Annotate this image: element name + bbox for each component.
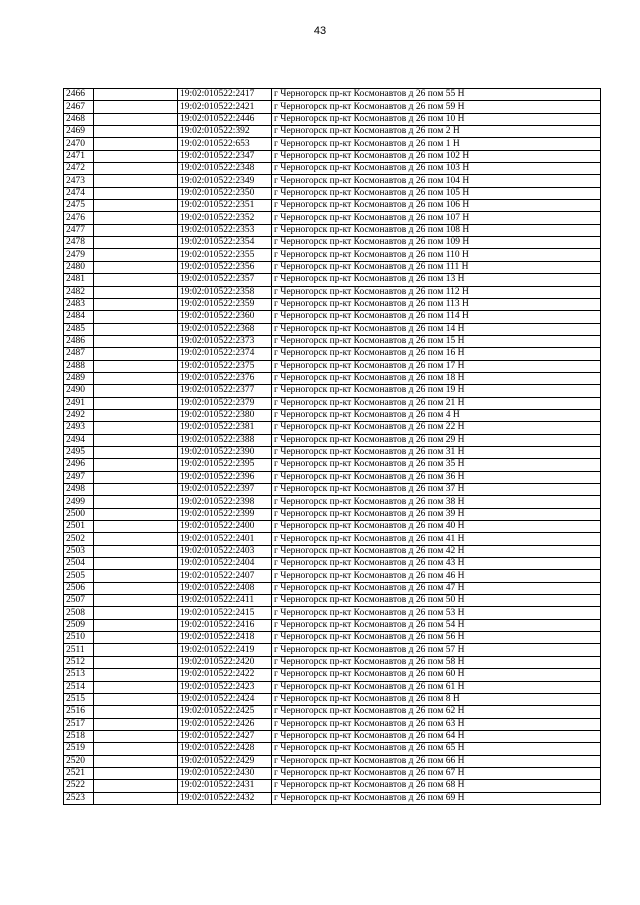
table-row <box>64 595 601 607</box>
row-number-cell: 2513 <box>64 669 94 681</box>
table-row <box>64 446 601 458</box>
property-table-body <box>64 89 601 805</box>
table-row <box>64 224 601 236</box>
address-cell: г Черногорск пр-кт Космонавтов д 26 пом 58 Н <box>272 656 601 668</box>
blank-cell <box>94 126 178 138</box>
blank-cell <box>94 274 178 286</box>
cadastral-number-cell: 19:02:010522:392 <box>178 126 272 138</box>
blank-cell <box>94 644 178 656</box>
cadastral-number-cell: 19:02:010522:2404 <box>178 558 272 570</box>
blank-cell <box>94 409 178 421</box>
table-row <box>64 780 601 792</box>
blank-cell <box>94 360 178 372</box>
blank-cell <box>94 298 178 310</box>
row-number-cell: 2520 <box>64 755 94 767</box>
address-cell: г Черногорск пр-кт Космонавтов д 26 пом 39 Н <box>272 508 601 520</box>
blank-cell <box>94 422 178 434</box>
row-number-cell: 2494 <box>64 434 94 446</box>
cadastral-number-cell: 19:02:010522:2390 <box>178 446 272 458</box>
address-cell: г Черногорск пр-кт Космонавтов д 26 пом 54 Н <box>272 619 601 631</box>
blank-cell <box>94 163 178 175</box>
address-cell: г Черногорск пр-кт Космонавтов д 26 пом 112 Н <box>272 286 601 298</box>
cadastral-number-cell: 19:02:010522:2425 <box>178 706 272 718</box>
blank-cell <box>94 558 178 570</box>
cadastral-number-cell: 19:02:010522:2351 <box>178 200 272 212</box>
row-number-cell: 2474 <box>64 187 94 199</box>
address-cell: г Черногорск пр-кт Космонавтов д 26 пом 15 Н <box>272 335 601 347</box>
cadastral-number-cell: 19:02:010522:2416 <box>178 619 272 631</box>
address-cell: г Черногорск пр-кт Космонавтов д 26 пом 13 Н <box>272 274 601 286</box>
blank-cell <box>94 755 178 767</box>
address-cell: г Черногорск пр-кт Космонавтов д 26 пом 102 Н <box>272 150 601 162</box>
cadastral-number-cell: 19:02:010522:2403 <box>178 545 272 557</box>
blank-cell <box>94 335 178 347</box>
address-cell: г Черногорск пр-кт Космонавтов д 26 пом 60 Н <box>272 669 601 681</box>
row-number-cell: 2488 <box>64 360 94 372</box>
table-row <box>64 360 601 372</box>
row-number-cell: 2487 <box>64 348 94 360</box>
address-cell: г Черногорск пр-кт Космонавтов д 26 пом 53 Н <box>272 607 601 619</box>
blank-cell <box>94 372 178 384</box>
cadastral-number-cell: 19:02:010522:2420 <box>178 656 272 668</box>
blank-cell <box>94 632 178 644</box>
cadastral-number-cell: 19:02:010522:2432 <box>178 792 272 804</box>
table-row <box>64 298 601 310</box>
table-row <box>64 249 601 261</box>
cadastral-number-cell: 19:02:010522:2381 <box>178 422 272 434</box>
blank-cell <box>94 348 178 360</box>
row-number-cell: 2515 <box>64 693 94 705</box>
address-cell: г Черногорск пр-кт Космонавтов д 26 пом 42 Н <box>272 545 601 557</box>
cadastral-number-cell: 19:02:010522:2354 <box>178 237 272 249</box>
table-row <box>64 212 601 224</box>
row-number-cell: 2500 <box>64 508 94 520</box>
row-number-cell: 2475 <box>64 200 94 212</box>
row-number-cell: 2509 <box>64 619 94 631</box>
table-row <box>64 681 601 693</box>
table-row <box>64 113 601 125</box>
cadastral-number-cell: 19:02:010522:2415 <box>178 607 272 619</box>
address-cell: г Черногорск пр-кт Космонавтов д 26 пом 67 Н <box>272 767 601 779</box>
table-row <box>64 286 601 298</box>
row-number-cell: 2518 <box>64 730 94 742</box>
row-number-cell: 2507 <box>64 595 94 607</box>
address-cell: г Черногорск пр-кт Космонавтов д 26 пом 104 Н <box>272 175 601 187</box>
cadastral-number-cell: 19:02:010522:2422 <box>178 669 272 681</box>
address-cell: г Черногорск пр-кт Космонавтов д 26 пом 59 Н <box>272 101 601 113</box>
cadastral-number-cell: 19:02:010522:2411 <box>178 595 272 607</box>
table-row <box>64 718 601 730</box>
blank-cell <box>94 595 178 607</box>
blank-cell <box>94 200 178 212</box>
cadastral-number-cell: 19:02:010522:2350 <box>178 187 272 199</box>
blank-cell <box>94 533 178 545</box>
cadastral-number-cell: 19:02:010522:2428 <box>178 743 272 755</box>
blank-cell <box>94 286 178 298</box>
cadastral-number-cell: 19:02:010522:653 <box>178 138 272 150</box>
blank-cell <box>94 113 178 125</box>
address-cell: г Черногорск пр-кт Космонавтов д 26 пом 31 Н <box>272 446 601 458</box>
row-number-cell: 2499 <box>64 496 94 508</box>
address-cell: г Черногорск пр-кт Космонавтов д 26 пом 50 Н <box>272 595 601 607</box>
table-row <box>64 274 601 286</box>
blank-cell <box>94 138 178 150</box>
row-number-cell: 2505 <box>64 570 94 582</box>
row-number-cell: 2478 <box>64 237 94 249</box>
address-cell: г Черногорск пр-кт Космонавтов д 26 пом 36 Н <box>272 471 601 483</box>
table-row <box>64 607 601 619</box>
blank-cell <box>94 607 178 619</box>
address-cell: г Черногорск пр-кт Космонавтов д 26 пом 61 Н <box>272 681 601 693</box>
blank-cell <box>94 101 178 113</box>
table-row <box>64 755 601 767</box>
address-cell: г Черногорск пр-кт Космонавтов д 26 пом 64 Н <box>272 730 601 742</box>
row-number-cell: 2517 <box>64 718 94 730</box>
blank-cell <box>94 323 178 335</box>
address-cell: г Черногорск пр-кт Космонавтов д 26 пом 4 Н <box>272 409 601 421</box>
blank-cell <box>94 619 178 631</box>
blank-cell <box>94 669 178 681</box>
row-number-cell: 2493 <box>64 422 94 434</box>
cadastral-number-cell: 19:02:010522:2368 <box>178 323 272 335</box>
row-number-cell: 2522 <box>64 780 94 792</box>
address-cell: г Черногорск пр-кт Космонавтов д 26 пом 56 Н <box>272 632 601 644</box>
row-number-cell: 2482 <box>64 286 94 298</box>
address-cell: г Черногорск пр-кт Космонавтов д 26 пом 103 Н <box>272 163 601 175</box>
cadastral-number-cell: 19:02:010522:2358 <box>178 286 272 298</box>
row-number-cell: 2477 <box>64 224 94 236</box>
blank-cell <box>94 780 178 792</box>
table-row <box>64 767 601 779</box>
blank-cell <box>94 89 178 101</box>
row-number-cell: 2481 <box>64 274 94 286</box>
blank-cell <box>94 521 178 533</box>
table-row <box>64 533 601 545</box>
address-cell: г Черногорск пр-кт Космонавтов д 26 пом 62 Н <box>272 706 601 718</box>
cadastral-number-cell: 19:02:010522:2388 <box>178 434 272 446</box>
address-cell: г Черногорск пр-кт Космонавтов д 26 пом 110 Н <box>272 249 601 261</box>
table-row <box>64 237 601 249</box>
row-number-cell: 2489 <box>64 372 94 384</box>
row-number-cell: 2503 <box>64 545 94 557</box>
address-cell: г Черногорск пр-кт Космонавтов д 26 пом 29 Н <box>272 434 601 446</box>
blank-cell <box>94 582 178 594</box>
row-number-cell: 2512 <box>64 656 94 668</box>
address-cell: г Черногорск пр-кт Космонавтов д 26 пом 38 Н <box>272 496 601 508</box>
cadastral-number-cell: 19:02:010522:2430 <box>178 767 272 779</box>
cadastral-number-cell: 19:02:010522:2360 <box>178 311 272 323</box>
row-number-cell: 2501 <box>64 521 94 533</box>
blank-cell <box>94 496 178 508</box>
row-number-cell: 2473 <box>64 175 94 187</box>
cadastral-number-cell: 19:02:010522:2429 <box>178 755 272 767</box>
blank-cell <box>94 224 178 236</box>
blank-cell <box>94 385 178 397</box>
cadastral-number-cell: 19:02:010522:2376 <box>178 372 272 384</box>
table-row <box>64 89 601 101</box>
table-row <box>64 200 601 212</box>
table-row <box>64 706 601 718</box>
cadastral-number-cell: 19:02:010522:2396 <box>178 471 272 483</box>
cadastral-number-cell: 19:02:010522:2424 <box>178 693 272 705</box>
row-number-cell: 2492 <box>64 409 94 421</box>
row-number-cell: 2469 <box>64 126 94 138</box>
table-row <box>64 163 601 175</box>
table-row <box>64 138 601 150</box>
blank-cell <box>94 459 178 471</box>
blank-cell <box>94 212 178 224</box>
cadastral-number-cell: 19:02:010522:2373 <box>178 335 272 347</box>
table-row <box>64 471 601 483</box>
cadastral-number-cell: 19:02:010522:2377 <box>178 385 272 397</box>
row-number-cell: 2480 <box>64 261 94 273</box>
row-number-cell: 2506 <box>64 582 94 594</box>
cadastral-number-cell: 19:02:010522:2379 <box>178 397 272 409</box>
cadastral-number-cell: 19:02:010522:2417 <box>178 89 272 101</box>
blank-cell <box>94 656 178 668</box>
cadastral-number-cell: 19:02:010522:2380 <box>178 409 272 421</box>
table-row <box>64 693 601 705</box>
table-row <box>64 792 601 804</box>
table-row <box>64 397 601 409</box>
table-row <box>64 422 601 434</box>
address-cell: г Черногорск пр-кт Космонавтов д 26 пом 109 Н <box>272 237 601 249</box>
row-number-cell: 2498 <box>64 484 94 496</box>
row-number-cell: 2502 <box>64 533 94 545</box>
address-cell: г Черногорск пр-кт Космонавтов д 26 пом 111 Н <box>272 261 601 273</box>
address-cell: г Черногорск пр-кт Космонавтов д 26 пом 46 Н <box>272 570 601 582</box>
blank-cell <box>94 446 178 458</box>
table-row <box>64 619 601 631</box>
table-row <box>64 372 601 384</box>
table-row <box>64 261 601 273</box>
blank-cell <box>94 471 178 483</box>
row-number-cell: 2479 <box>64 249 94 261</box>
table-row <box>64 496 601 508</box>
blank-cell <box>94 311 178 323</box>
table-row <box>64 570 601 582</box>
cadastral-number-cell: 19:02:010522:2356 <box>178 261 272 273</box>
address-cell: г Черногорск пр-кт Космонавтов д 26 пом 41 Н <box>272 533 601 545</box>
cadastral-number-cell: 19:02:010522:2399 <box>178 508 272 520</box>
blank-cell <box>94 743 178 755</box>
cadastral-number-cell: 19:02:010522:2418 <box>178 632 272 644</box>
address-cell: г Черногорск пр-кт Космонавтов д 26 пом 63 Н <box>272 718 601 730</box>
row-number-cell: 2472 <box>64 163 94 175</box>
address-cell: г Черногорск пр-кт Космонавтов д 26 пом 43 Н <box>272 558 601 570</box>
cadastral-number-cell: 19:02:010522:2419 <box>178 644 272 656</box>
table-row <box>64 669 601 681</box>
row-number-cell: 2514 <box>64 681 94 693</box>
blank-cell <box>94 434 178 446</box>
row-number-cell: 2483 <box>64 298 94 310</box>
cadastral-number-cell: 19:02:010522:2352 <box>178 212 272 224</box>
cadastral-number-cell: 19:02:010522:2397 <box>178 484 272 496</box>
cadastral-number-cell: 19:02:010522:2431 <box>178 780 272 792</box>
row-number-cell: 2468 <box>64 113 94 125</box>
row-number-cell: 2470 <box>64 138 94 150</box>
row-number-cell: 2466 <box>64 89 94 101</box>
table-row <box>64 521 601 533</box>
cadastral-number-cell: 19:02:010522:2400 <box>178 521 272 533</box>
address-cell: г Черногорск пр-кт Космонавтов д 26 пом 114 Н <box>272 311 601 323</box>
address-cell: г Черногорск пр-кт Космонавтов д 26 пом 2 Н <box>272 126 601 138</box>
address-cell: г Черногорск пр-кт Космонавтов д 26 пом 40 Н <box>272 521 601 533</box>
table-row <box>64 150 601 162</box>
cadastral-number-cell: 19:02:010522:2408 <box>178 582 272 594</box>
cadastral-number-cell: 19:02:010522:2359 <box>178 298 272 310</box>
cadastral-number-cell: 19:02:010522:2401 <box>178 533 272 545</box>
address-cell: г Черногорск пр-кт Космонавтов д 26 пом 19 Н <box>272 385 601 397</box>
table-row <box>64 730 601 742</box>
row-number-cell: 2476 <box>64 212 94 224</box>
blank-cell <box>94 730 178 742</box>
cadastral-number-cell: 19:02:010522:2349 <box>178 175 272 187</box>
table-row <box>64 508 601 520</box>
cadastral-number-cell: 19:02:010522:2398 <box>178 496 272 508</box>
row-number-cell: 2497 <box>64 471 94 483</box>
blank-cell <box>94 484 178 496</box>
address-cell: г Черногорск пр-кт Космонавтов д 26 пом 17 Н <box>272 360 601 372</box>
table-row <box>64 434 601 446</box>
row-number-cell: 2484 <box>64 311 94 323</box>
table-row <box>64 101 601 113</box>
address-cell: г Черногорск пр-кт Космонавтов д 26 пом 106 Н <box>272 200 601 212</box>
cadastral-number-cell: 19:02:010522:2348 <box>178 163 272 175</box>
blank-cell <box>94 237 178 249</box>
row-number-cell: 2516 <box>64 706 94 718</box>
address-cell: г Черногорск пр-кт Космонавтов д 26 пом 16 Н <box>272 348 601 360</box>
address-cell: г Черногорск пр-кт Космонавтов д 26 пом 21 Н <box>272 397 601 409</box>
address-cell: г Черногорск пр-кт Космонавтов д 26 пом 47 Н <box>272 582 601 594</box>
address-cell: г Черногорск пр-кт Космонавтов д 26 пом 57 Н <box>272 644 601 656</box>
table-row <box>64 644 601 656</box>
address-cell: г Черногорск пр-кт Космонавтов д 26 пом 69 Н <box>272 792 601 804</box>
blank-cell <box>94 261 178 273</box>
address-cell: г Черногорск пр-кт Космонавтов д 26 пом 68 Н <box>272 780 601 792</box>
row-number-cell: 2523 <box>64 792 94 804</box>
address-cell: г Черногорск пр-кт Космонавтов д 26 пом 8 Н <box>272 693 601 705</box>
blank-cell <box>94 767 178 779</box>
row-number-cell: 2491 <box>64 397 94 409</box>
row-number-cell: 2496 <box>64 459 94 471</box>
row-number-cell: 2471 <box>64 150 94 162</box>
cadastral-number-cell: 19:02:010522:2374 <box>178 348 272 360</box>
table-row <box>64 582 601 594</box>
property-table <box>63 88 601 805</box>
blank-cell <box>94 397 178 409</box>
blank-cell <box>94 792 178 804</box>
row-number-cell: 2521 <box>64 767 94 779</box>
table-row <box>64 385 601 397</box>
address-cell: г Черногорск пр-кт Космонавтов д 26 пом 113 Н <box>272 298 601 310</box>
cadastral-number-cell: 19:02:010522:2426 <box>178 718 272 730</box>
cadastral-number-cell: 19:02:010522:2423 <box>178 681 272 693</box>
table-row <box>64 545 601 557</box>
row-number-cell: 2511 <box>64 644 94 656</box>
address-cell: г Черногорск пр-кт Космонавтов д 26 пом 18 Н <box>272 372 601 384</box>
row-number-cell: 2495 <box>64 446 94 458</box>
cadastral-number-cell: 19:02:010522:2357 <box>178 274 272 286</box>
row-number-cell: 2504 <box>64 558 94 570</box>
cadastral-number-cell: 19:02:010522:2347 <box>178 150 272 162</box>
blank-cell <box>94 706 178 718</box>
table-row <box>64 335 601 347</box>
address-cell: г Черногорск пр-кт Космонавтов д 26 пом 14 Н <box>272 323 601 335</box>
blank-cell <box>94 150 178 162</box>
blank-cell <box>94 249 178 261</box>
address-cell: г Черногорск пр-кт Космонавтов д 26 пом 108 Н <box>272 224 601 236</box>
address-cell: г Черногорск пр-кт Космонавтов д 26 пом 22 Н <box>272 422 601 434</box>
address-cell: г Черногорск пр-кт Космонавтов д 26 пом 65 Н <box>272 743 601 755</box>
cadastral-number-cell: 19:02:010522:2446 <box>178 113 272 125</box>
table-row <box>64 632 601 644</box>
blank-cell <box>94 693 178 705</box>
blank-cell <box>94 681 178 693</box>
page-number: 43 <box>313 25 327 37</box>
address-cell: г Черногорск пр-кт Космонавтов д 26 пом 35 Н <box>272 459 601 471</box>
blank-cell <box>94 187 178 199</box>
blank-cell <box>94 175 178 187</box>
table-row <box>64 323 601 335</box>
address-cell: г Черногорск пр-кт Космонавтов д 26 пом 1 Н <box>272 138 601 150</box>
cadastral-number-cell: 19:02:010522:2353 <box>178 224 272 236</box>
cadastral-number-cell: 19:02:010522:2421 <box>178 101 272 113</box>
row-number-cell: 2485 <box>64 323 94 335</box>
table-row <box>64 484 601 496</box>
table-row <box>64 311 601 323</box>
cadastral-number-cell: 19:02:010522:2375 <box>178 360 272 372</box>
table-row <box>64 656 601 668</box>
address-cell: г Черногорск пр-кт Космонавтов д 26 пом 107 Н <box>272 212 601 224</box>
cadastral-number-cell: 19:02:010522:2407 <box>178 570 272 582</box>
address-cell: г Черногорск пр-кт Космонавтов д 26 пом 105 Н <box>272 187 601 199</box>
address-cell: г Черногорск пр-кт Космонавтов д 26 пом 66 Н <box>272 755 601 767</box>
cadastral-number-cell: 19:02:010522:2395 <box>178 459 272 471</box>
row-number-cell: 2486 <box>64 335 94 347</box>
row-number-cell: 2467 <box>64 101 94 113</box>
table-row <box>64 558 601 570</box>
blank-cell <box>94 718 178 730</box>
address-cell: г Черногорск пр-кт Космонавтов д 26 пом 37 Н <box>272 484 601 496</box>
cadastral-number-cell: 19:02:010522:2355 <box>178 249 272 261</box>
table-row <box>64 126 601 138</box>
table-row <box>64 348 601 360</box>
blank-cell <box>94 508 178 520</box>
address-cell: г Черногорск пр-кт Космонавтов д 26 пом 10 Н <box>272 113 601 125</box>
blank-cell <box>94 570 178 582</box>
row-number-cell: 2490 <box>64 385 94 397</box>
table-row <box>64 187 601 199</box>
table-row <box>64 409 601 421</box>
cadastral-number-cell: 19:02:010522:2427 <box>178 730 272 742</box>
blank-cell <box>94 545 178 557</box>
table-row <box>64 459 601 471</box>
table-row <box>64 175 601 187</box>
row-number-cell: 2510 <box>64 632 94 644</box>
row-number-cell: 2519 <box>64 743 94 755</box>
table-row <box>64 743 601 755</box>
row-number-cell: 2508 <box>64 607 94 619</box>
address-cell: г Черногорск пр-кт Космонавтов д 26 пом 55 Н <box>272 89 601 101</box>
